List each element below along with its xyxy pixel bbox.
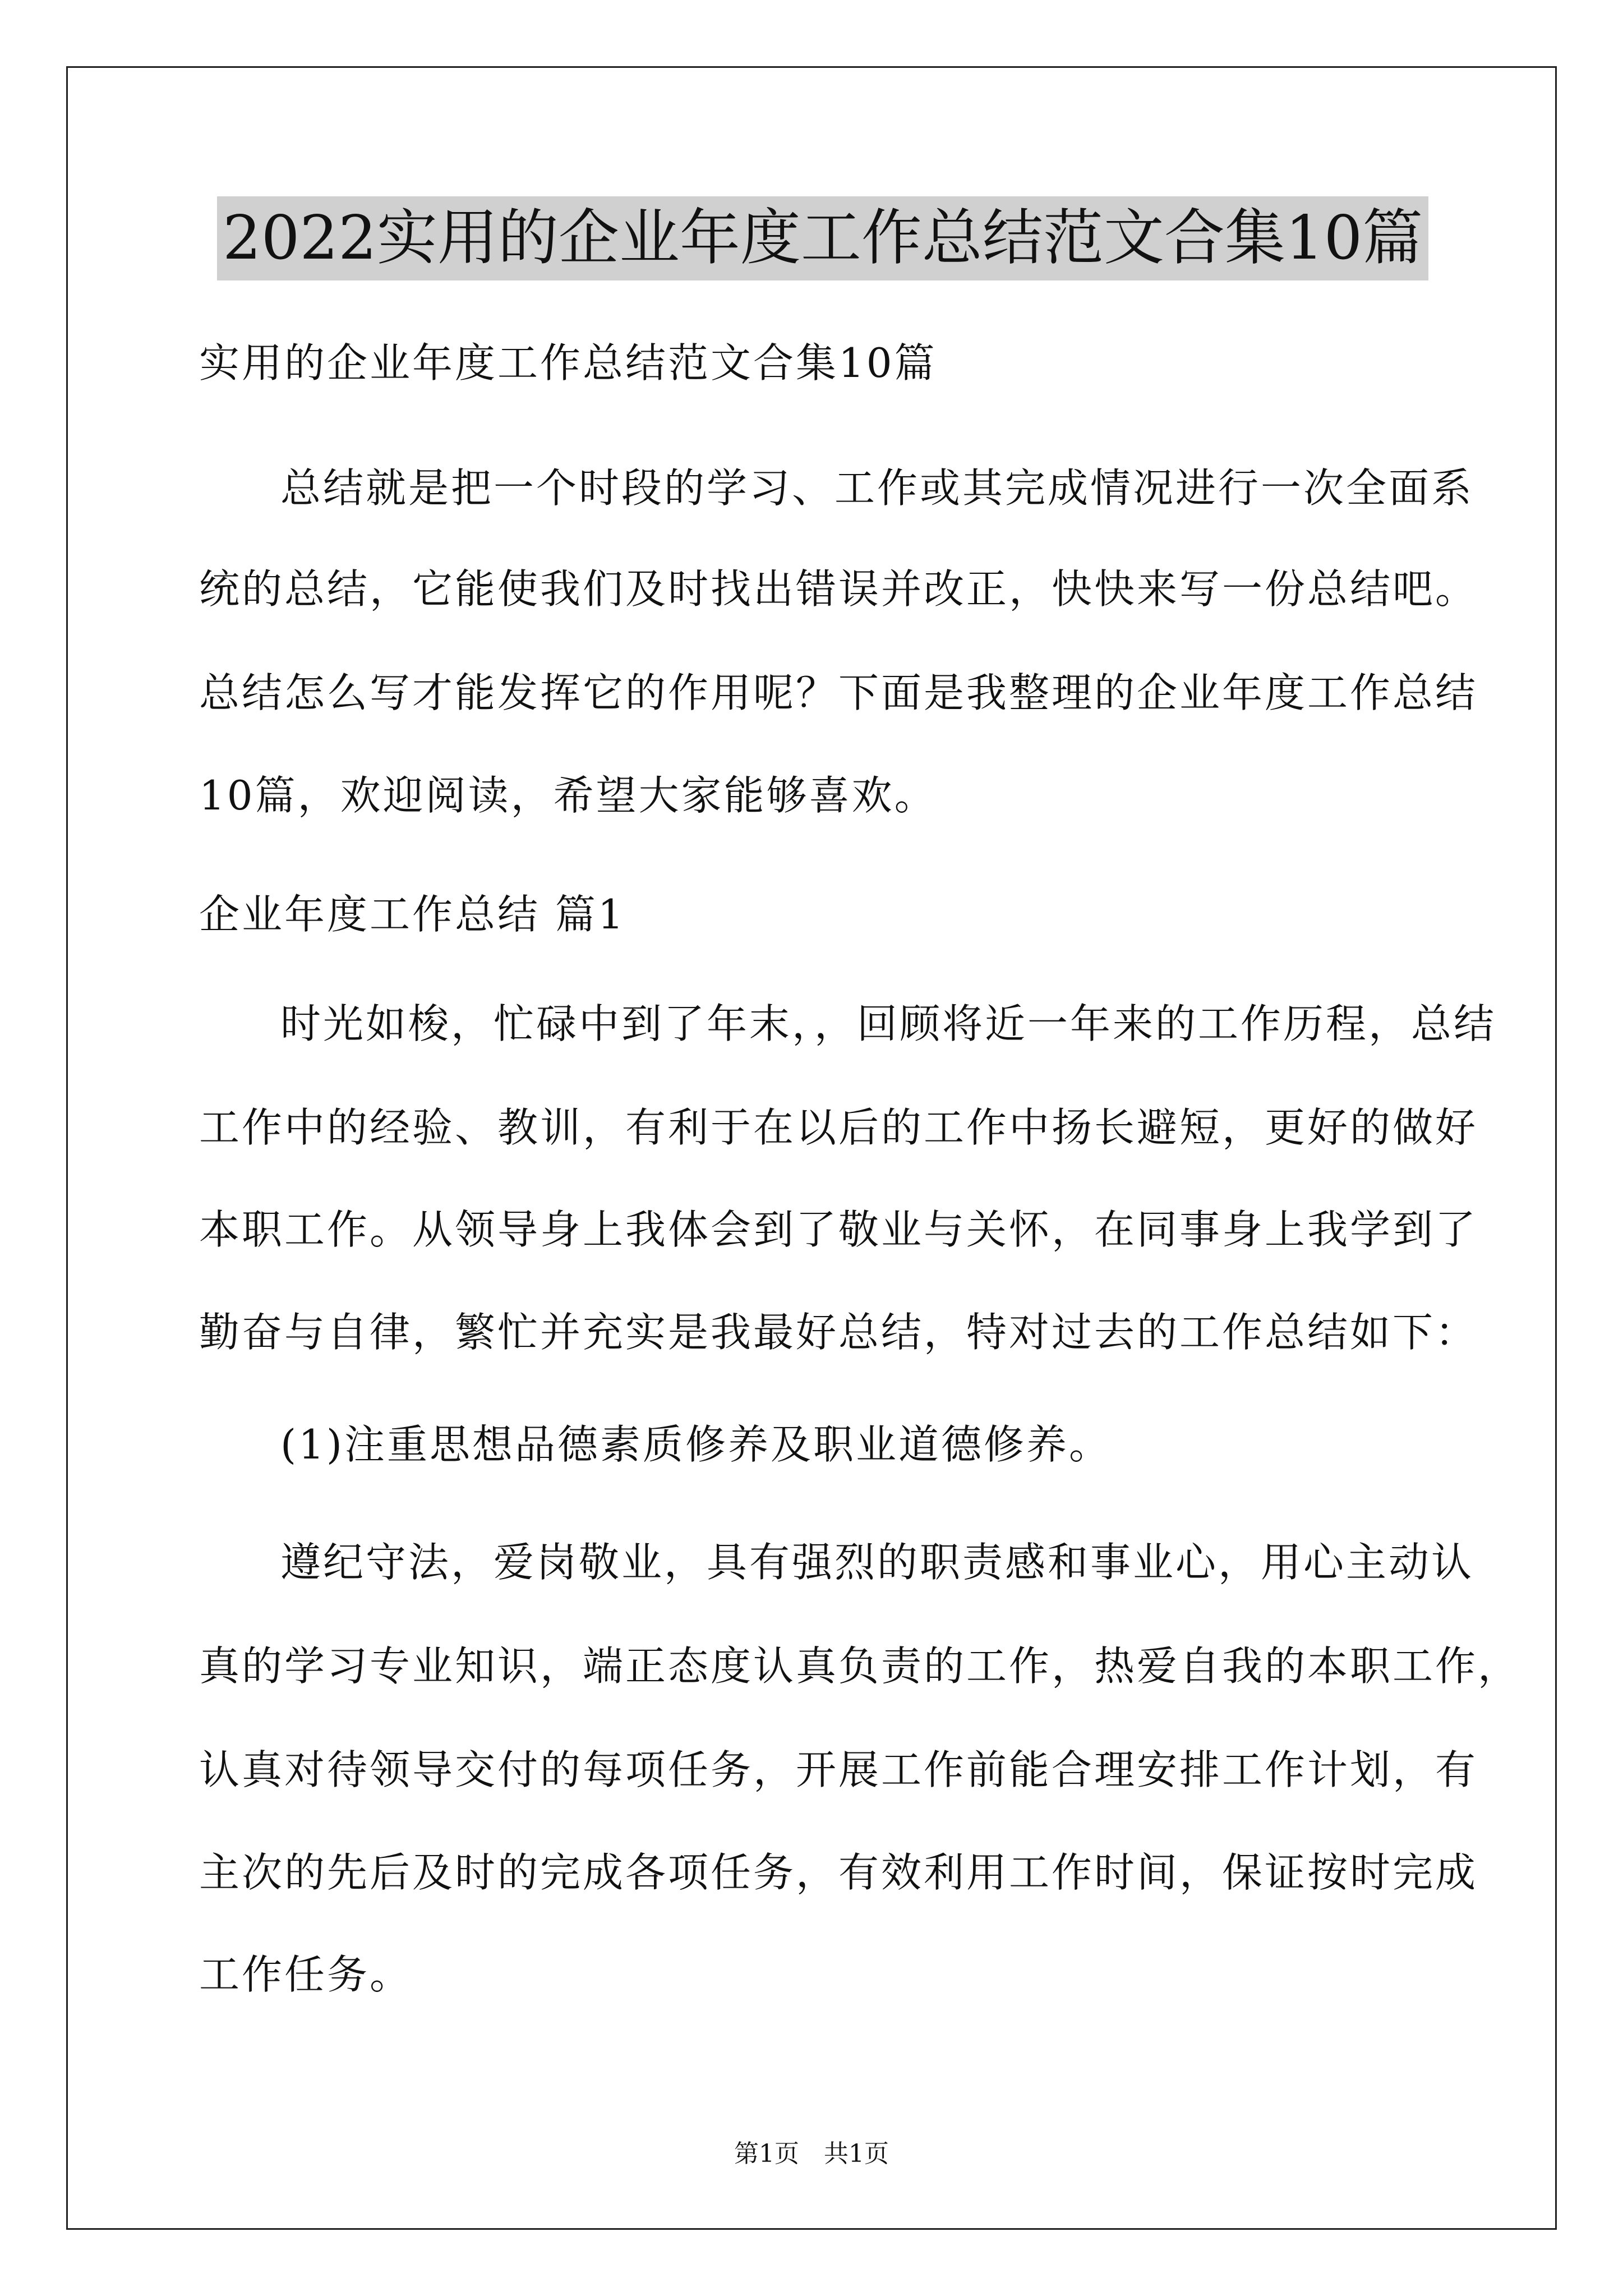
paragraph-line: 本职工作。从领导身上我体会到了敬业与关怀，在同事身上我学到了 — [199, 1206, 1478, 1253]
page-number: 第1页 共1页 — [734, 2139, 889, 2168]
paragraph-line: 遵纪守法，爱岗敬业，具有强烈的职责感和事业心，用心主动认 — [280, 1539, 1474, 1586]
paragraph-line: 真的学习专业知识，端正态度认真负责的工作，热爱自我的本职工作， — [199, 1642, 1521, 1690]
intro-line: 10篇，欢迎阅读，希望大家能够喜欢。 — [199, 772, 937, 819]
document-title: 2022实用的企业年度工作总结范文合集10篇 — [217, 196, 1428, 280]
paragraph-line: 勤奋与自律，繁忙并充实是我最好总结，特对过去的工作总结如下： — [199, 1309, 1478, 1356]
paragraph-line: 认真对待领导交付的每项任务，开展工作前能合理安排工作计划，有 — [199, 1746, 1478, 1793]
intro-line: 统的总结，它能使我们及时找出错误并改正，快快来写一份总结吧。 — [199, 565, 1478, 613]
paragraph-line: 时光如梭，忙碌中到了年末，，回顾将近一年来的工作历程，总结 — [280, 1000, 1497, 1047]
paragraph-line: 工作任务。 — [199, 1951, 413, 1998]
paragraph-line: 工作中的经验、教训，有利于在以后的工作中扬长避短，更好的做好 — [199, 1104, 1478, 1151]
intro-line: 总结怎么写才能发挥它的作用呢？下面是我整理的企业年度工作总结 — [199, 669, 1478, 716]
paragraph-line: 主次的先后及时的完成各项任务，有效利用工作时间，保证按时完成 — [199, 1849, 1478, 1896]
document-subtitle: 实用的企业年度工作总结范文合集10篇 — [199, 339, 937, 386]
intro-line: 总结就是把一个时段的学习、工作或其完成情况进行一次全面系 — [280, 464, 1474, 512]
list-item: (1)注重思想品德素质修养及职业道德修养。 — [280, 1421, 1112, 1468]
section-heading: 企业年度工作总结 篇1 — [199, 891, 626, 938]
